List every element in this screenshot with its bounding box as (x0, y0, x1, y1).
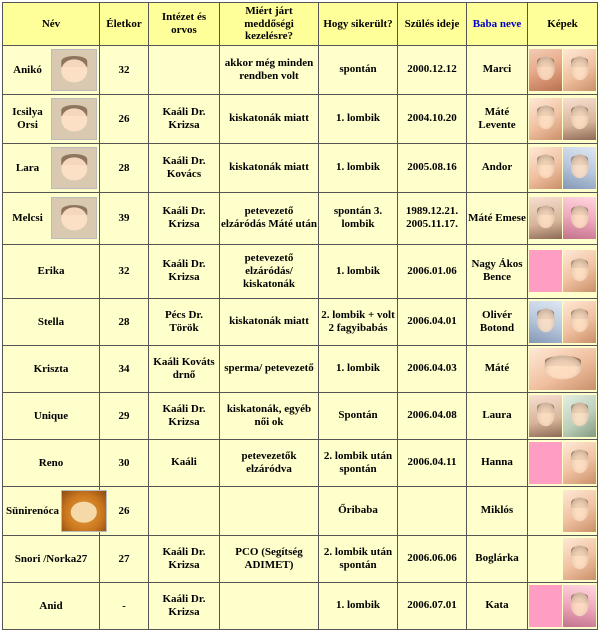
cell-reason: akkor még minden rendben volt (220, 45, 319, 94)
cell-how-succeeded: Őribaba (319, 486, 398, 535)
cell-how-succeeded: spontán 3. lombik (319, 192, 398, 244)
cell-name (3, 244, 100, 298)
table-row (3, 244, 598, 298)
cell-birth-date (398, 486, 467, 535)
header-row (3, 3, 598, 46)
cell-baby-name: Boglárka (467, 535, 528, 582)
avatar-photo-image (51, 147, 97, 189)
baby-photo-image (529, 585, 563, 627)
cell-birth-date: 2006.06.06 (398, 535, 467, 582)
cell-institute: Kaáli Dr. Krizsa (149, 244, 220, 298)
column-header-reason: Miért járt meddőségi kezelésre? (220, 3, 319, 46)
member-name: Lara (15, 161, 40, 174)
cell-pictures (528, 94, 598, 143)
cell-birth-date: 2006.04.03 (398, 345, 467, 392)
cell-reason: petevezetők elzáródva (220, 439, 319, 486)
baby-table (2, 2, 598, 630)
cell-how-succeeded: 1. lombik (319, 345, 398, 392)
cell-birth-date: 2004.10.20 (398, 94, 467, 143)
cell-baby-name: Máté Emese (467, 192, 528, 244)
cell-age: 30 (100, 439, 149, 486)
member-name: Reno (38, 456, 64, 469)
cell-birth-date: 2006.01.06 (398, 244, 467, 298)
baby-photo-image (563, 147, 596, 189)
table-row (3, 345, 598, 392)
baby-photo-image (529, 348, 596, 390)
cell-name (3, 143, 100, 192)
avatar-monkey-image (61, 490, 107, 532)
avatar-photo-image (51, 197, 97, 239)
cell-age: 32 (100, 244, 149, 298)
cell-birth-date: 2006.07.01 (398, 582, 467, 629)
column-header-birthdate: Szülés ideje (398, 3, 467, 46)
cell-reason (220, 582, 319, 629)
cell-how-succeeded: Spontán (319, 392, 398, 439)
cell-institute: Kaáli Dr. Krizsa (149, 94, 220, 143)
cell-how-succeeded: 1. lombik (319, 94, 398, 143)
cell-age: 28 (100, 143, 149, 192)
cell-how-succeeded: 1. lombik (319, 582, 398, 629)
cell-how-succeeded: 1. lombik (319, 244, 398, 298)
member-name: Stella (37, 315, 65, 328)
cell-baby-name: Máté (467, 345, 528, 392)
cell-how-succeeded: spontán (319, 45, 398, 94)
cell-reason: PCO (Segítség ADIMET) (220, 535, 319, 582)
baby-photo-image (529, 301, 563, 343)
cell-baby-name: Laura (467, 392, 528, 439)
cell-birth-date: 2006.04.08 (398, 392, 467, 439)
avatar-photo-image (51, 98, 97, 140)
cell-name (3, 345, 100, 392)
baby-photo-image (563, 197, 596, 239)
cell-pictures (528, 535, 598, 582)
cell-reason (220, 486, 319, 535)
cell-institute (149, 486, 220, 535)
table-row (3, 94, 598, 143)
cell-age: 26 (100, 486, 149, 535)
baby-photo-image (529, 197, 563, 239)
cell-institute: Kaáli Dr. Krizsa (149, 535, 220, 582)
cell-name (3, 94, 100, 143)
cell-birth-date: 2006.04.11 (398, 439, 467, 486)
cell-name (3, 45, 100, 94)
cell-pictures (528, 244, 598, 298)
member-name: Erika (37, 265, 65, 278)
cell-age: - (100, 582, 149, 629)
cell-baby-name: Marci (467, 45, 528, 94)
cell-baby-name: Andor (467, 143, 528, 192)
column-header-pictures: Képek (528, 3, 598, 46)
baby-photo-image (563, 490, 596, 532)
cell-baby-name: Miklós (467, 486, 528, 535)
baby-photo-image (563, 395, 596, 437)
column-header-babyname: Baba neve (467, 3, 528, 46)
cell-name (3, 192, 100, 244)
baby-photo-image (529, 442, 563, 484)
table-row (3, 535, 598, 582)
table-row (3, 582, 598, 629)
baby-photo-image (563, 49, 596, 91)
baby-photo-image (529, 250, 563, 292)
member-name: Snori /Norka27 (14, 552, 88, 565)
cell-pictures (528, 345, 598, 392)
cell-reason: kiskatonák miatt (220, 94, 319, 143)
table-row (3, 392, 598, 439)
baby-photo-image (529, 49, 563, 91)
cell-baby-name: Olivér Botond (467, 298, 528, 345)
baby-photo-image (563, 301, 596, 343)
member-name: Unique (33, 409, 69, 422)
member-name: Icsilya Orsi (12, 106, 43, 131)
table-row (3, 439, 598, 486)
cell-pictures (528, 439, 598, 486)
column-header-howsucceeded: Hogy sikerült? (319, 3, 398, 46)
baby-photo-image (563, 250, 596, 292)
cell-pictures (528, 298, 598, 345)
cell-pictures (528, 143, 598, 192)
table-row (3, 143, 598, 192)
cell-age: 34 (100, 345, 149, 392)
cell-baby-name: Hanna (467, 439, 528, 486)
member-name: Anid (39, 599, 63, 612)
cell-institute (149, 45, 220, 94)
member-name: Sünirenóca (6, 504, 59, 517)
cell-institute: Kaáli (149, 439, 220, 486)
member-name: Melcsi (12, 212, 43, 225)
cell-birth-date: 2006.04.01 (398, 298, 467, 345)
member-name: Kriszta (33, 362, 69, 375)
table-row (3, 298, 598, 345)
baby-photo-image (563, 585, 596, 627)
member-name: Anikó (13, 63, 42, 76)
cell-how-succeeded: 2. lombik után spontán (319, 535, 398, 582)
cell-baby-name: Nagy Ákos Bence (467, 244, 528, 298)
table-row (3, 486, 598, 535)
cell-name (3, 392, 100, 439)
table-body (3, 45, 598, 629)
cell-pictures (528, 582, 598, 629)
cell-reason: kiskatonák miatt (220, 143, 319, 192)
table-row (3, 45, 598, 94)
cell-institute: Kaáli Kováts drnő (149, 345, 220, 392)
cell-reason: petevezető elzáródás/ kiskatonák (220, 244, 319, 298)
cell-reason: sperma/ petevezető (220, 345, 319, 392)
baby-photo-image (529, 490, 563, 532)
cell-age: 28 (100, 298, 149, 345)
cell-age: 27 (100, 535, 149, 582)
column-header-name: Név (3, 3, 100, 46)
cell-name (3, 535, 100, 582)
cell-age: 32 (100, 45, 149, 94)
cell-reason: petevezető elzáródás Máté után (220, 192, 319, 244)
cell-name (3, 439, 100, 486)
baby-photo-image (563, 538, 596, 580)
cell-pictures (528, 45, 598, 94)
avatar-photo-image (51, 49, 97, 91)
cell-name (3, 486, 100, 535)
cell-age: 26 (100, 94, 149, 143)
baby-photo-image (529, 538, 563, 580)
baby-photo-image (529, 147, 563, 189)
table-row (3, 192, 598, 244)
cell-age: 39 (100, 192, 149, 244)
cell-institute: Kaáli Dr. Krizsa (149, 392, 220, 439)
column-header-institute: Intézet és orvos (149, 3, 220, 46)
cell-pictures (528, 486, 598, 535)
cell-institute: Kaáli Dr. Kovács (149, 143, 220, 192)
cell-birth-date: 1989.12.21. 2005.11.17. (398, 192, 467, 244)
cell-institute: Kaáli Dr. Krizsa (149, 582, 220, 629)
cell-institute: Kaáli Dr. Krizsa (149, 192, 220, 244)
cell-how-succeeded: 1. lombik (319, 143, 398, 192)
cell-reason: kiskatonák miatt (220, 298, 319, 345)
baby-photo-image (563, 98, 596, 140)
cell-pictures (528, 392, 598, 439)
cell-age: 29 (100, 392, 149, 439)
table-header (3, 3, 598, 46)
cell-birth-date: 2000.12.12 (398, 45, 467, 94)
cell-reason: kiskatonák, egyéb női ok (220, 392, 319, 439)
cell-name (3, 298, 100, 345)
cell-name (3, 582, 100, 629)
cell-baby-name: Máté Levente (467, 94, 528, 143)
baby-photo-image (529, 395, 563, 437)
cell-pictures (528, 192, 598, 244)
cell-how-succeeded: 2. lombik + volt 2 fagyibabás (319, 298, 398, 345)
cell-baby-name: Kata (467, 582, 528, 629)
cell-how-succeeded: 2. lombik után spontán (319, 439, 398, 486)
cell-birth-date: 2005.08.16 (398, 143, 467, 192)
column-header-age: Életkor (100, 3, 149, 46)
baby-photo-image (563, 442, 596, 484)
cell-institute: Pécs Dr. Török (149, 298, 220, 345)
baby-photo-image (529, 98, 563, 140)
